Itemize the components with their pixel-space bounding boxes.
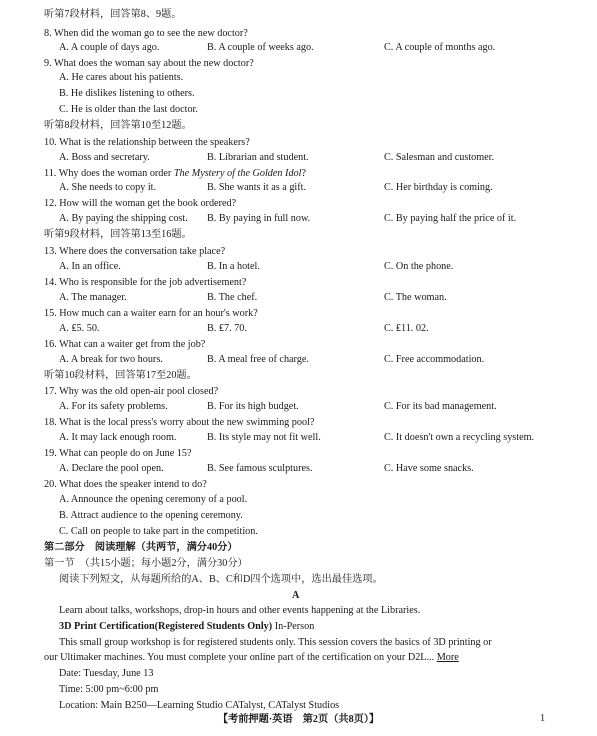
question-8: 8. When did the woman go to see the new doctor? <box>44 28 248 39</box>
page-footer: 【考前押题·英语 第2页（共8页）】 <box>217 714 380 725</box>
workshop-location: Location: Main B250—Learning Studio CATalyst, CATalyst Studios <box>59 700 340 711</box>
q10-option-b: B. Librarian and student. <box>207 152 309 163</box>
q14-option-a: A. The manager. <box>59 292 127 303</box>
question-9: 9. What does the woman say about the new doctor? <box>44 58 254 69</box>
q10-option-c: C. Salesman and customer. <box>384 152 495 163</box>
q14-option-b: B. The chef. <box>207 292 258 303</box>
q19-option-b: B. See famous sculptures. <box>207 463 313 474</box>
passage-intro: Learn about talks, workshops, drop-in hours and other events happening at the Libraries. <box>59 605 421 616</box>
q11-option-a: A. She needs to copy it. <box>59 182 157 193</box>
question-11: 11. Why does the woman order The Mystery of the Golden Idol? <box>44 168 307 179</box>
q18-option-a: A. It may lack enough room. <box>59 432 177 443</box>
page-number: 1 <box>540 713 546 724</box>
q9-option-b: B. He dislikes listening to others. <box>59 88 195 99</box>
part-2-heading: 第二部分 阅读理解（共两节，满分40分） <box>44 542 238 553</box>
q11-option-b: B. She wants it as a gift. <box>207 182 307 193</box>
section-7-instruction: 听第7段材料，回答第8、9题。 <box>44 9 182 20</box>
q16-option-a: A. A break for two hours. <box>59 354 163 365</box>
q15-option-c: C. ₤11. 02. <box>384 323 429 334</box>
question-16: 16. What can a waiter get from the job? <box>44 339 206 350</box>
more-link[interactable]: More <box>436 652 459 663</box>
q15-option-b: B. ₤7. 70. <box>207 323 247 334</box>
q14-option-c: C. The woman. <box>384 292 447 303</box>
workshop-heading: 3D Print Certification(Registered Students Only) In-Person <box>59 621 315 632</box>
q15-option-a: A. ₤5. 50. <box>59 323 100 334</box>
q20-option-c: C. Call on people to take part in the competition. <box>59 526 258 537</box>
question-17: 17. Why was the old open-air pool closed? <box>44 386 219 397</box>
q10-option-a: A. Boss and secretary. <box>59 152 150 163</box>
q17-option-b: B. For its high budget. <box>207 401 299 412</box>
workshop-description-line-1: This small group workshop is for registered students only. This session covers the basics of 3D printing or <box>59 637 492 648</box>
q12-option-a: A. By paying the shipping cost. <box>59 213 188 224</box>
section-9-instruction: 听第9段材料，回答第13至16题。 <box>44 229 192 240</box>
reading-instruction: 阅读下列短文，从每题所给的A、B、C和D四个选项中，选出最佳选项。 <box>59 574 383 585</box>
q9-option-c: C. He is older than the last doctor. <box>59 104 198 115</box>
q19-option-a: A. Declare the pool open. <box>59 463 164 474</box>
q17-option-a: A. For its safety problems. <box>59 401 168 412</box>
question-19: 19. What can people do on June 15? <box>44 448 192 459</box>
q17-option-c: C. For its bad management. <box>384 401 497 412</box>
q9-option-a: A. He cares about his patients. <box>59 72 184 83</box>
section-10-instruction: 听第10段材料，回答第17至20题。 <box>44 370 197 381</box>
question-12: 12. How will the woman get the book ordered? <box>44 198 237 209</box>
q13-option-a: A. In an office. <box>59 261 121 272</box>
q13-option-b: B. In a hotel. <box>207 261 260 272</box>
question-15: 15. How much can a waiter earn for an hour's work? <box>44 308 258 319</box>
q12-option-b: B. By paying in full now. <box>207 213 311 224</box>
question-10: 10. What is the relationship between the speakers? <box>44 137 250 148</box>
q18-option-c: C. It doesn't own a recycling system. <box>384 432 535 443</box>
workshop-time: Time: 5:00 pm~6:00 pm <box>59 684 159 695</box>
q20-option-a: A. Announce the opening ceremony of a pool. <box>59 494 248 505</box>
section-1-heading: 第一节 （共15小题；每小题2分，满分30分） <box>44 558 248 569</box>
book-title: The Mystery of the Golden Idol <box>173 168 302 179</box>
q16-option-b: B. A meal free of charge. <box>207 354 309 365</box>
question-14: 14. Who is responsible for the job advertisement? <box>44 277 247 288</box>
q18-option-b: B. Its style may not fit well. <box>207 432 321 443</box>
q20-option-b: B. Attract audience to the opening ceremony. <box>59 510 243 521</box>
q8-option-b: B. A couple of weeks ago. <box>207 42 314 53</box>
q16-option-c: C. Free accommodation. <box>384 354 485 365</box>
q19-option-c: C. Have some snacks. <box>384 463 474 474</box>
q8-option-c: C. A couple of months ago. <box>384 42 496 53</box>
question-18: 18. What is the local press's worry about the new swimming pool? <box>44 417 315 428</box>
workshop-date: Date: Tuesday, June 13 <box>59 668 154 679</box>
q13-option-c: C. On the phone. <box>384 261 454 272</box>
section-8-instruction: 听第8段材料，回答第10至12题。 <box>44 120 192 131</box>
q12-option-c: C. By paying half the price of it. <box>384 213 517 224</box>
question-20: 20. What does the speaker intend to do? <box>44 479 207 490</box>
passage-letter: A <box>292 590 300 601</box>
workshop-description-line-2: our Ultimaker machines. You must complete your online part of the certification on your D2L... More <box>44 652 459 663</box>
question-13: 13. Where does the conversation take place? <box>44 246 226 257</box>
q11-option-c: C. Her birthday is coming. <box>384 182 493 193</box>
q8-option-a: A. A couple of days ago. <box>59 42 160 53</box>
